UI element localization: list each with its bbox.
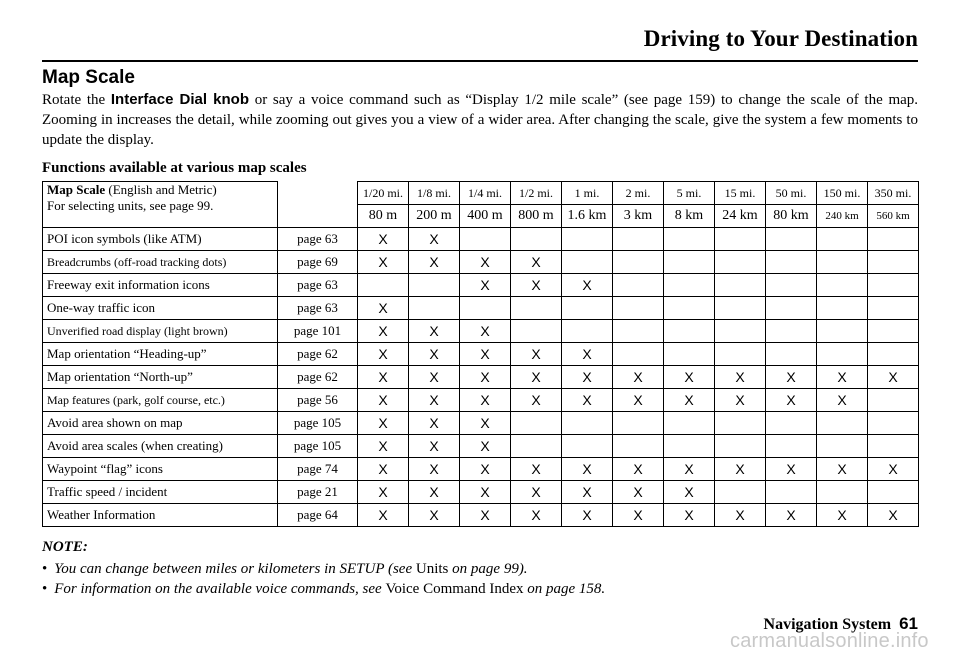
availability-mark: X bbox=[613, 366, 664, 389]
availability-mark: X bbox=[715, 389, 766, 412]
feature-cell: One-way traffic icon bbox=[43, 297, 278, 320]
scale-header-label: Map Scale bbox=[47, 182, 106, 197]
availability-mark: X bbox=[664, 389, 715, 412]
availability-mark: X bbox=[664, 504, 715, 527]
availability-mark: X bbox=[409, 366, 460, 389]
availability-mark: X bbox=[613, 504, 664, 527]
availability-mark: X bbox=[511, 389, 562, 412]
availability-mark: X bbox=[868, 366, 919, 389]
availability-mark bbox=[766, 320, 817, 343]
scale-metric-cell: 240 km bbox=[817, 205, 868, 228]
availability-mark bbox=[613, 343, 664, 366]
availability-mark bbox=[409, 274, 460, 297]
availability-mark: X bbox=[766, 504, 817, 527]
page-ref-cell: page 74 bbox=[278, 458, 358, 481]
intro-text-start: Rotate the bbox=[42, 92, 111, 108]
availability-mark: X bbox=[766, 366, 817, 389]
scale-metric-cell: 400 m bbox=[460, 205, 511, 228]
availability-mark: X bbox=[409, 504, 460, 527]
availability-mark bbox=[868, 297, 919, 320]
availability-mark: X bbox=[715, 458, 766, 481]
availability-mark: X bbox=[613, 481, 664, 504]
table-row bbox=[43, 458, 919, 481]
page-ref-cell: page 64 bbox=[278, 504, 358, 527]
availability-mark: X bbox=[562, 458, 613, 481]
availability-mark bbox=[511, 228, 562, 251]
table-row bbox=[43, 320, 919, 343]
page-header bbox=[42, 26, 918, 62]
availability-mark bbox=[715, 320, 766, 343]
availability-mark: X bbox=[409, 412, 460, 435]
scale-metric-cell: 560 km bbox=[868, 205, 919, 228]
table-row bbox=[43, 412, 919, 435]
availability-mark bbox=[868, 343, 919, 366]
intro-paragraph bbox=[42, 90, 918, 150]
availability-mark bbox=[817, 251, 868, 274]
table-row bbox=[43, 297, 919, 320]
availability-mark: X bbox=[460, 435, 511, 458]
table-row bbox=[43, 343, 919, 366]
availability-mark bbox=[664, 320, 715, 343]
scale-english-cell: 150 mi. bbox=[817, 182, 868, 205]
feature-cell: Unverified road display (light brown) bbox=[43, 320, 278, 343]
table-row bbox=[43, 274, 919, 297]
table-row bbox=[43, 481, 919, 504]
page-ref-cell: page 21 bbox=[278, 481, 358, 504]
page-ref-cell: page 56 bbox=[278, 389, 358, 412]
watermark: carmanualsonline.info bbox=[730, 630, 929, 652]
availability-mark bbox=[460, 228, 511, 251]
availability-mark: X bbox=[358, 366, 409, 389]
scale-english-cell: 1/4 mi. bbox=[460, 182, 511, 205]
availability-mark: X bbox=[358, 389, 409, 412]
page-ref-cell: page 63 bbox=[278, 228, 358, 251]
availability-mark bbox=[664, 343, 715, 366]
availability-mark: X bbox=[460, 343, 511, 366]
availability-mark: X bbox=[562, 481, 613, 504]
availability-mark: X bbox=[868, 458, 919, 481]
availability-mark: X bbox=[817, 458, 868, 481]
availability-mark bbox=[664, 251, 715, 274]
availability-mark bbox=[868, 251, 919, 274]
scale-english-cell: 1/20 mi. bbox=[358, 182, 409, 205]
availability-mark: X bbox=[358, 504, 409, 527]
availability-mark: X bbox=[358, 228, 409, 251]
availability-mark bbox=[562, 412, 613, 435]
availability-mark: X bbox=[613, 458, 664, 481]
interface-dial-knob-term: Interface Dial knob bbox=[110, 91, 249, 108]
availability-mark: X bbox=[409, 458, 460, 481]
note-list bbox=[42, 559, 605, 599]
availability-mark: X bbox=[511, 458, 562, 481]
scale-english-cell: 5 mi. bbox=[664, 182, 715, 205]
note-item-units bbox=[42, 559, 605, 579]
availability-mark bbox=[562, 297, 613, 320]
note-label: NOTE: bbox=[42, 539, 88, 555]
availability-mark: X bbox=[460, 274, 511, 297]
availability-mark: X bbox=[358, 320, 409, 343]
availability-mark: X bbox=[460, 481, 511, 504]
scale-metric-cell: 200 m bbox=[409, 205, 460, 228]
scale-metric-cell: 8 km bbox=[664, 205, 715, 228]
availability-mark: X bbox=[409, 343, 460, 366]
availability-mark bbox=[511, 412, 562, 435]
availability-mark: X bbox=[664, 458, 715, 481]
table-row bbox=[43, 435, 919, 458]
availability-mark bbox=[817, 228, 868, 251]
availability-mark bbox=[766, 274, 817, 297]
availability-mark bbox=[868, 412, 919, 435]
availability-mark: X bbox=[460, 251, 511, 274]
availability-mark bbox=[766, 412, 817, 435]
feature-cell: Map orientation “North-up” bbox=[43, 366, 278, 389]
availability-mark bbox=[613, 412, 664, 435]
availability-mark bbox=[409, 297, 460, 320]
availability-mark bbox=[664, 412, 715, 435]
availability-mark bbox=[766, 297, 817, 320]
feature-cell: Breadcrumbs (off-road tracking dots) bbox=[43, 251, 278, 274]
availability-mark bbox=[817, 320, 868, 343]
scale-english-cell: 2 mi. bbox=[613, 182, 664, 205]
feature-cell: POI icon symbols (like ATM) bbox=[43, 228, 278, 251]
availability-mark bbox=[613, 297, 664, 320]
availability-mark bbox=[817, 343, 868, 366]
scale-metric-cell: 80 km bbox=[766, 205, 817, 228]
availability-mark: X bbox=[409, 481, 460, 504]
availability-mark: X bbox=[511, 251, 562, 274]
note-item-voice bbox=[42, 579, 605, 599]
availability-mark bbox=[817, 481, 868, 504]
availability-mark bbox=[766, 343, 817, 366]
availability-mark: X bbox=[562, 274, 613, 297]
map-scale-table bbox=[42, 181, 919, 527]
table-row bbox=[43, 389, 919, 412]
availability-mark: X bbox=[409, 389, 460, 412]
feature-cell: Map orientation “Heading-up” bbox=[43, 343, 278, 366]
scale-metric-cell: 800 m bbox=[511, 205, 562, 228]
availability-mark bbox=[715, 228, 766, 251]
note-ref-units: Units bbox=[415, 561, 449, 577]
availability-mark: X bbox=[358, 251, 409, 274]
scale-metric-cell: 24 km bbox=[715, 205, 766, 228]
note-text: on page 158. bbox=[523, 581, 606, 597]
availability-mark: X bbox=[358, 412, 409, 435]
page-ref-cell: page 62 bbox=[278, 366, 358, 389]
feature-cell: Avoid area shown on map bbox=[43, 412, 278, 435]
availability-mark: X bbox=[817, 504, 868, 527]
availability-mark bbox=[868, 481, 919, 504]
availability-mark bbox=[511, 297, 562, 320]
availability-mark bbox=[562, 251, 613, 274]
scale-english-cell: 350 mi. bbox=[868, 182, 919, 205]
availability-mark: X bbox=[613, 389, 664, 412]
availability-mark: X bbox=[511, 343, 562, 366]
availability-mark: X bbox=[817, 389, 868, 412]
page-ref-cell: page 63 bbox=[278, 274, 358, 297]
availability-mark: X bbox=[460, 320, 511, 343]
note-text: You can change between miles or kilometers in SETUP (see bbox=[54, 561, 416, 577]
availability-mark: X bbox=[460, 458, 511, 481]
page-number: 61 bbox=[899, 614, 918, 633]
scale-header-units: (English and Metric) bbox=[105, 182, 217, 197]
scale-english-cell: 1 mi. bbox=[562, 182, 613, 205]
availability-mark bbox=[613, 435, 664, 458]
table-row bbox=[43, 366, 919, 389]
availability-mark: X bbox=[358, 435, 409, 458]
availability-mark: X bbox=[511, 481, 562, 504]
availability-mark bbox=[613, 320, 664, 343]
table-row bbox=[43, 251, 919, 274]
feature-cell: Map features (park, golf course, etc.) bbox=[43, 389, 278, 412]
feature-cell: Weather Information bbox=[43, 504, 278, 527]
availability-mark: X bbox=[562, 366, 613, 389]
availability-mark: X bbox=[460, 389, 511, 412]
availability-mark bbox=[613, 274, 664, 297]
availability-mark: X bbox=[817, 366, 868, 389]
chapter-title: Driving to Your Destination bbox=[643, 26, 918, 51]
availability-mark bbox=[715, 481, 766, 504]
scale-header-subtext: For selecting units, see page 99. bbox=[47, 198, 214, 213]
availability-mark bbox=[766, 251, 817, 274]
availability-mark bbox=[715, 343, 766, 366]
availability-mark bbox=[562, 228, 613, 251]
availability-mark: X bbox=[358, 481, 409, 504]
availability-mark bbox=[715, 412, 766, 435]
scale-english-cell: 1/2 mi. bbox=[511, 182, 562, 205]
feature-cell: Waypoint “flag” icons bbox=[43, 458, 278, 481]
availability-mark bbox=[613, 251, 664, 274]
scale-english-cell: 1/8 mi. bbox=[409, 182, 460, 205]
availability-mark: X bbox=[460, 366, 511, 389]
scale-english-cell: 15 mi. bbox=[715, 182, 766, 205]
availability-mark bbox=[562, 320, 613, 343]
availability-mark: X bbox=[358, 297, 409, 320]
availability-mark: X bbox=[766, 458, 817, 481]
page-ref-cell: page 63 bbox=[278, 297, 358, 320]
availability-mark bbox=[817, 274, 868, 297]
availability-mark: X bbox=[358, 343, 409, 366]
page-ref-cell: page 101 bbox=[278, 320, 358, 343]
availability-mark bbox=[766, 481, 817, 504]
availability-mark: X bbox=[409, 251, 460, 274]
availability-mark bbox=[715, 435, 766, 458]
availability-mark: X bbox=[511, 504, 562, 527]
availability-mark: X bbox=[562, 504, 613, 527]
availability-mark bbox=[868, 274, 919, 297]
footer-label: Navigation System bbox=[763, 616, 892, 633]
availability-mark: X bbox=[715, 366, 766, 389]
scale-metric-cell: 1.6 km bbox=[562, 205, 613, 228]
availability-mark: X bbox=[358, 458, 409, 481]
page-header-blank bbox=[278, 182, 358, 228]
scale-header-cell bbox=[43, 182, 278, 228]
availability-mark: X bbox=[766, 389, 817, 412]
feature-cell: Avoid area scales (when creating) bbox=[43, 435, 278, 458]
availability-mark: X bbox=[562, 389, 613, 412]
availability-mark bbox=[664, 228, 715, 251]
note-text: on page 99). bbox=[448, 561, 528, 577]
availability-mark: X bbox=[460, 412, 511, 435]
availability-mark bbox=[664, 274, 715, 297]
availability-mark bbox=[868, 228, 919, 251]
availability-mark bbox=[715, 274, 766, 297]
table-title: Functions available at various map scales bbox=[42, 160, 307, 176]
availability-mark bbox=[868, 389, 919, 412]
availability-mark bbox=[817, 297, 868, 320]
feature-cell: Freeway exit information icons bbox=[43, 274, 278, 297]
availability-mark bbox=[562, 435, 613, 458]
table-row bbox=[43, 228, 919, 251]
availability-mark: X bbox=[511, 366, 562, 389]
availability-mark bbox=[511, 435, 562, 458]
scale-metric-cell: 3 km bbox=[613, 205, 664, 228]
availability-mark: X bbox=[868, 504, 919, 527]
availability-mark bbox=[868, 435, 919, 458]
availability-mark: X bbox=[409, 228, 460, 251]
scale-row-english bbox=[43, 182, 919, 205]
note-ref-voice-index: Voice Command Index bbox=[385, 581, 524, 597]
availability-mark bbox=[817, 435, 868, 458]
availability-mark: X bbox=[409, 320, 460, 343]
availability-mark bbox=[460, 297, 511, 320]
availability-mark: X bbox=[715, 504, 766, 527]
availability-mark: X bbox=[511, 274, 562, 297]
note-text: For information on the available voice commands, see bbox=[54, 581, 386, 597]
intro-text-rest: or say a voice command such as “Display 1/2 mile scale” (see page 159) to change the scale of the map. Zooming in increases the detail, while zooming out gives you a view of a wider area. After changing the scale, give the system a few moments to update the display. bbox=[42, 92, 919, 148]
availability-mark: X bbox=[664, 481, 715, 504]
availability-mark bbox=[664, 297, 715, 320]
page-ref-cell: page 105 bbox=[278, 412, 358, 435]
availability-mark: X bbox=[562, 343, 613, 366]
availability-mark bbox=[511, 320, 562, 343]
availability-mark bbox=[358, 274, 409, 297]
availability-mark bbox=[766, 228, 817, 251]
page-ref-cell: page 105 bbox=[278, 435, 358, 458]
availability-mark bbox=[868, 320, 919, 343]
availability-mark: X bbox=[460, 504, 511, 527]
scale-english-cell: 50 mi. bbox=[766, 182, 817, 205]
page-ref-cell: page 69 bbox=[278, 251, 358, 274]
scale-metric-cell: 80 m bbox=[358, 205, 409, 228]
availability-mark: X bbox=[409, 435, 460, 458]
availability-mark bbox=[715, 297, 766, 320]
availability-mark bbox=[817, 412, 868, 435]
availability-mark: X bbox=[664, 366, 715, 389]
page-ref-cell: page 62 bbox=[278, 343, 358, 366]
section-title: Map Scale bbox=[42, 67, 135, 88]
availability-mark bbox=[613, 228, 664, 251]
availability-mark bbox=[766, 435, 817, 458]
table-row bbox=[43, 504, 919, 527]
availability-mark bbox=[715, 251, 766, 274]
feature-cell: Traffic speed / incident bbox=[43, 481, 278, 504]
availability-mark bbox=[664, 435, 715, 458]
